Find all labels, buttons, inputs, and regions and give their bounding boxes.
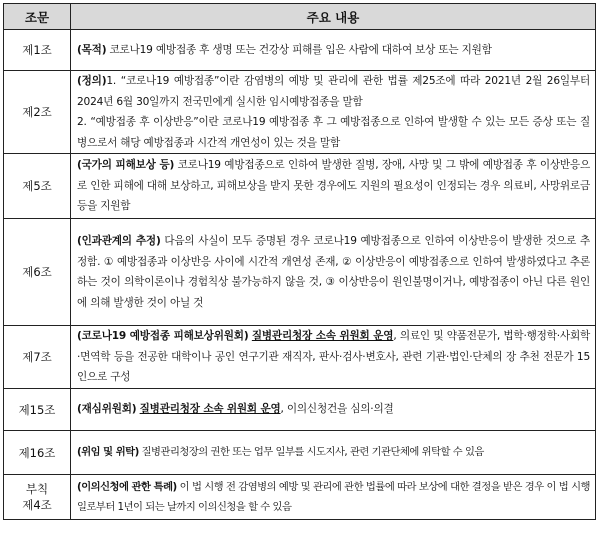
article-text: 코로나19 예방접종 후 생명 또는 건강상 피해를 입은 사람에 대하여 보상 또는 지원함: [106, 43, 492, 56]
table-row: [4, 431, 596, 475]
table-row: [4, 475, 596, 520]
table-row: [4, 154, 596, 219]
article-number: 제6조: [4, 219, 71, 326]
article-number-line1: 부칙: [25, 482, 49, 496]
article-content: [71, 389, 596, 431]
article-number: 제5조: [4, 154, 71, 219]
article-heading: (이의신청에 관한 특례): [77, 480, 177, 493]
article-number: 제15조: [4, 389, 71, 431]
article-text: 2. “예방접종 후 이상반응”이란 코로나19 예방접종 후 그 예방접종으로 인하여 발생할 수 있는 모든 증상 또는 질병으로서 해당 예방접종과 시간적 개연성이 있는 것을 말함: [77, 116, 590, 149]
article-heading: (위임 및 위탁): [77, 446, 139, 459]
table-row: [4, 326, 596, 389]
article-content: [71, 431, 596, 475]
article-content: [71, 71, 596, 154]
article-content: [71, 30, 596, 71]
article-heading: (목적): [77, 43, 107, 56]
article-heading: (재심위원회): [77, 403, 137, 416]
article-text: 질병관리청장의 권한 또는 업무 일부를 시도지사, 관련 기관단체에 위탁할 수 있음: [138, 446, 484, 459]
article-heading: (인과관계의 추정): [77, 235, 161, 247]
article-emphasis: 질병관리청장 소속 위원회 운영: [139, 403, 281, 416]
article-text: , 이의신청건을 심의·의결: [280, 403, 394, 416]
article-heading: (코로나19 예방접종 피해보상위원회): [77, 330, 249, 343]
article-content: [71, 475, 596, 520]
table-row: [4, 389, 596, 431]
table-row: [4, 219, 596, 326]
article-content: [71, 326, 596, 389]
article-number-line2: 제4조: [22, 498, 52, 512]
article-number: 제7조: [4, 326, 71, 389]
article-text: , 의료인 및 약품전문가, 법학·행정학·사회학·면역학 등을 전공한 대학이나 공인 연구기관 재직자, 판사·검사·변호사, 관련 기관·법인·단체의 장 추천 전문가 15인으로 구성: [77, 330, 591, 384]
article-text: 1. “코로나19 예방접종”이란 감염병의 예방 및 관리에 관한 법률 제25조에 따라 2021년 2월 26일부터 2024년 6월 30일까지 전국민에게 실시한 임시예방접종을 말함: [77, 75, 590, 108]
article-text: 다음의 사실이 모두 증명된 경우 코로나19 예방접종으로 인하여 이상반응이 발생한 것으로 추정함. ① 예방접종과 이상반응 사이에 시간적 개연성 존재, ② 이상반응이 예방접종으로 인하여 발생하였다고 추론하는 것이 의학이론이나 경험칙상 불가능하지 않을 것, ③ 이상반응이 원인불명이거나, 예방접종이 아닌 다른 원인에 의해 발생한 것이 아닐 것: [77, 235, 590, 309]
header-content: 주요 내용: [71, 4, 596, 30]
article-number: 제1조: [4, 30, 71, 71]
article-text: 코로나19 예방접종으로 인하여 발생한 질병, 장애, 사망 및 그 밖에 예방접종 후 이상반응으로 인한 피해에 대해 보상하고, 피해보상을 받지 못한 경우에도 지원의 필요성이 인정되는 경우 의료비, 사망위로금등을 지원함: [77, 159, 590, 213]
article-content: [71, 154, 596, 219]
article-emphasis: 질병관리청장 소속 위원회 운영: [251, 330, 394, 343]
law-summary-table: [3, 3, 596, 520]
table-row: [4, 30, 596, 71]
header-article: 조문: [4, 4, 71, 30]
article-text: 이 법 시행 전 감염병의 예방 및 관리에 관한 법률에 따라 보상에 대한 결정을 받은 경우 이 법 시행일로부터 1년이 되는 날까지 이의신청을 할 수 있음: [77, 480, 591, 513]
header-row: [4, 4, 596, 30]
table-row: [4, 71, 596, 154]
article-heading: (국가의 피해보상 등): [77, 159, 175, 172]
article-number: 제2조: [4, 71, 71, 154]
article-number: [4, 475, 71, 520]
article-number: 제16조: [4, 431, 71, 475]
article-heading: (정의): [77, 75, 107, 87]
article-content: [71, 219, 596, 326]
